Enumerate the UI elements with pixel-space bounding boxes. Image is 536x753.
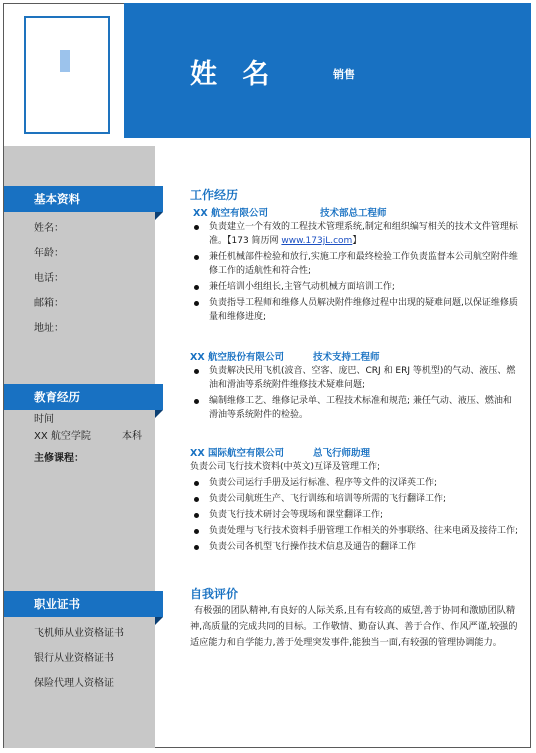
job2-role: 技术支持工程师 xyxy=(313,352,380,363)
field-phone: 电话： xyxy=(34,273,64,284)
job3-intro: 负责公司飞行技术资料(中英文)互译及管理工作; xyxy=(190,462,381,472)
job-title: 销售 xyxy=(333,68,355,81)
list-item: 负责公司各机型飞行操作技术信息及通告的翻译工作 xyxy=(190,540,520,554)
list-item: 负责建立一个有效的工程技术管理系统,制定和组织编写相关的技术文件管理标准。【173 简历网 www.173jL.com】 xyxy=(190,220,520,248)
job3-bullets xyxy=(190,476,520,556)
job2-company: XX 航空股份有限公司 xyxy=(190,352,284,363)
work-title: 工作经历 xyxy=(190,188,239,202)
edu-school: XX 航空学院 xyxy=(34,431,91,442)
cert-item: 飞机师从业资格证书 xyxy=(34,628,124,639)
self-eval-text: 有极强的团队精神,有良好的人际关系,且有有较高的威望,善于协同和激励团队精神,高质量的完成共同的目标。工作敬情、勤奋认真、善于合作、作风严谨,较强的适应能力和自学能力,善于处理突发事件,能独当一面,有较强的管理协调能力。 xyxy=(190,605,518,648)
field-email: 邮箱： xyxy=(34,298,64,309)
job3-company: XX 国际航空有限公司 xyxy=(190,448,284,459)
list-item: 兼任培训小组组长,主管气动机械方面培训工作; xyxy=(190,280,520,294)
list-item: 负责公司运行手册及运行标准、程序等文件的汉译英工作; xyxy=(190,476,520,490)
edu-degree: 本科 xyxy=(122,431,142,442)
candidate-name: 姓 名 xyxy=(190,59,278,90)
self-eval-title: 自我评价 xyxy=(190,587,239,601)
field-address: 地址： xyxy=(34,323,64,334)
list-item: 负责飞行技术研讨会等现场和课堂翻译工作; xyxy=(190,508,520,522)
list-item: 负责公司航班生产、飞行训练和培训等所需的飞行翻译工作; xyxy=(190,492,520,506)
list-item: 编制维修工艺、维修记录单、工程技术标准和规范; 兼任气动、液压、燃油和滑油等系统附件的检验。 xyxy=(190,394,520,422)
photo-placeholder xyxy=(24,16,110,134)
photo-mark xyxy=(60,50,70,72)
header-bar xyxy=(124,3,531,138)
certs-header: 职业证书 xyxy=(4,591,163,617)
cert-item: 银行从业资格证书 xyxy=(34,653,114,664)
field-name: 姓名： xyxy=(34,223,64,234)
education-header: 教育经历 xyxy=(4,384,163,410)
list-item: 负责指导工程师和维修人员解决附件维修过程中出现的疑难问题,以保证维修质量和维修进度; xyxy=(190,296,520,324)
job1-company: XX 航空有限公司 xyxy=(193,208,268,219)
list-item: 负责处理与飞行技术资料手册管理工作相关的外事联络、往来电函及接待工作; xyxy=(190,524,520,538)
basic-info-header: 基本资料 xyxy=(4,186,163,212)
list-item: 兼任机械部件检验和放行,实施工序和最终检验工作负责监督本公司航空附件维修工作的适航性和符合性; xyxy=(190,250,520,278)
job3-role: 总飞行师助理 xyxy=(313,448,371,459)
list-item: 负责解决民用飞机(波音、空客、庞巴、CRJ 和 ERJ 等机型)的气动、液压、燃油和滑油等系统附件维修技术疑难问题; xyxy=(190,364,520,392)
edu-courses: 主修课程： xyxy=(34,453,84,464)
cert-item: 保险代理人资格证 xyxy=(34,678,114,689)
job2-bullets xyxy=(190,364,520,424)
edu-time: 时间 xyxy=(34,414,54,425)
job1-bullets xyxy=(190,220,520,326)
job1-role: 技术部总工程师 xyxy=(320,208,387,219)
site-link[interactable]: www.173jL.com xyxy=(281,236,353,246)
field-age: 年龄： xyxy=(34,248,64,259)
